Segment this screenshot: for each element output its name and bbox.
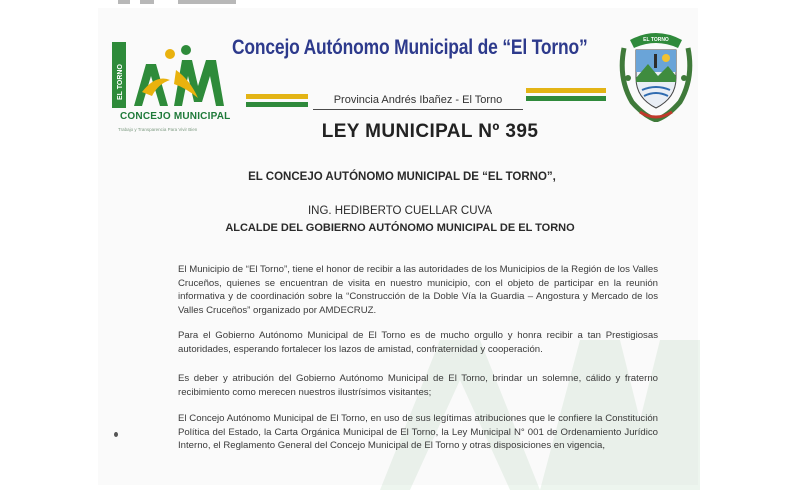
- coat-of-arms-icon: [614, 18, 698, 122]
- law-title: LEY MUNICIPAL Nº 395: [321, 121, 539, 142]
- concejo-logo: [112, 40, 232, 138]
- logo-tagline: Trabajo y Transparencia Para Vivir Bien: [118, 127, 198, 132]
- paragraph-text: Es deber y atribución del Gobierno Autónomo Municipal de El Torno, brindar un solemne, cálido y fraterno recibimiento como merecen nuestros ilustrísimos visitantes;: [178, 373, 658, 398]
- crest-banner-text: EL TORNO: [643, 37, 669, 43]
- stripe-green-left: [246, 102, 308, 107]
- mayor-title: ALCALDE DEL GOBIERNO AUTÓNOMO MUNICIPAL DE EL TORNO: [225, 222, 575, 234]
- top-scan-artifact: [118, 0, 308, 6]
- stripe-yellow-right: [526, 88, 606, 93]
- paragraph-text: El Municipio de “El Torno”, tiene el honor de recibir a las autoridades de los Municipios de la Región de los Valles Cruceños, quienes se encuentran de visita en nuestro municipio, con el objeto de participar en la reunión informativa y de coordinación sobre la “Construcción de la Doble Vía la Guardia – Angostura y Mercado de los Valles Cruceños” organizado por AMDECRUZ.: [178, 264, 658, 316]
- cm-logo-icon: [112, 40, 232, 112]
- logo-vertical-text: EL TORNO: [117, 64, 124, 100]
- council-title: Concejo Autónomo Municipal de “El Torno”: [232, 36, 588, 59]
- paragraph-text: El Concejo Autónomo Municipal de El Torno, en uso de sus legítimas atribuciones que le confiere la Constitución Política del Estado, la Carta Orgánica Municipal de El Torno, la Ley Municipal N° 001 de Ordenamiento Jurídico Interno, el Reglamento General del Concejo Municipal de El Torno y otras disposiciones en vigencia,: [178, 413, 658, 452]
- paragraph-3: [178, 372, 658, 399]
- stripe-green-right: [526, 96, 606, 101]
- paragraph-text: Para el Gobierno Autónomo Municipal de El Torno es de mucho orgullo y honra recibir a tan Prestigiosas autoridades, esperando fortalecer los lazos de amistad, confraternidad y cooperación.: [178, 330, 658, 355]
- council-heading: EL CONCEJO AUTÓNOMO MUNICIPAL DE “EL TORNO”,: [248, 171, 556, 183]
- logo-name: CONCEJO MUNICIPAL: [120, 111, 231, 122]
- paragraph-1: [178, 263, 658, 317]
- province-subtitle: Provincia Andrés Ibañez - El Torno: [313, 91, 523, 110]
- mayor-name: ING. HEDIBERTO CUELLAR CUVA: [307, 205, 493, 217]
- paragraph-2: [178, 329, 658, 356]
- paragraph-4: [178, 412, 658, 453]
- stripe-yellow-left: [246, 94, 308, 99]
- scan-speck: [114, 432, 118, 437]
